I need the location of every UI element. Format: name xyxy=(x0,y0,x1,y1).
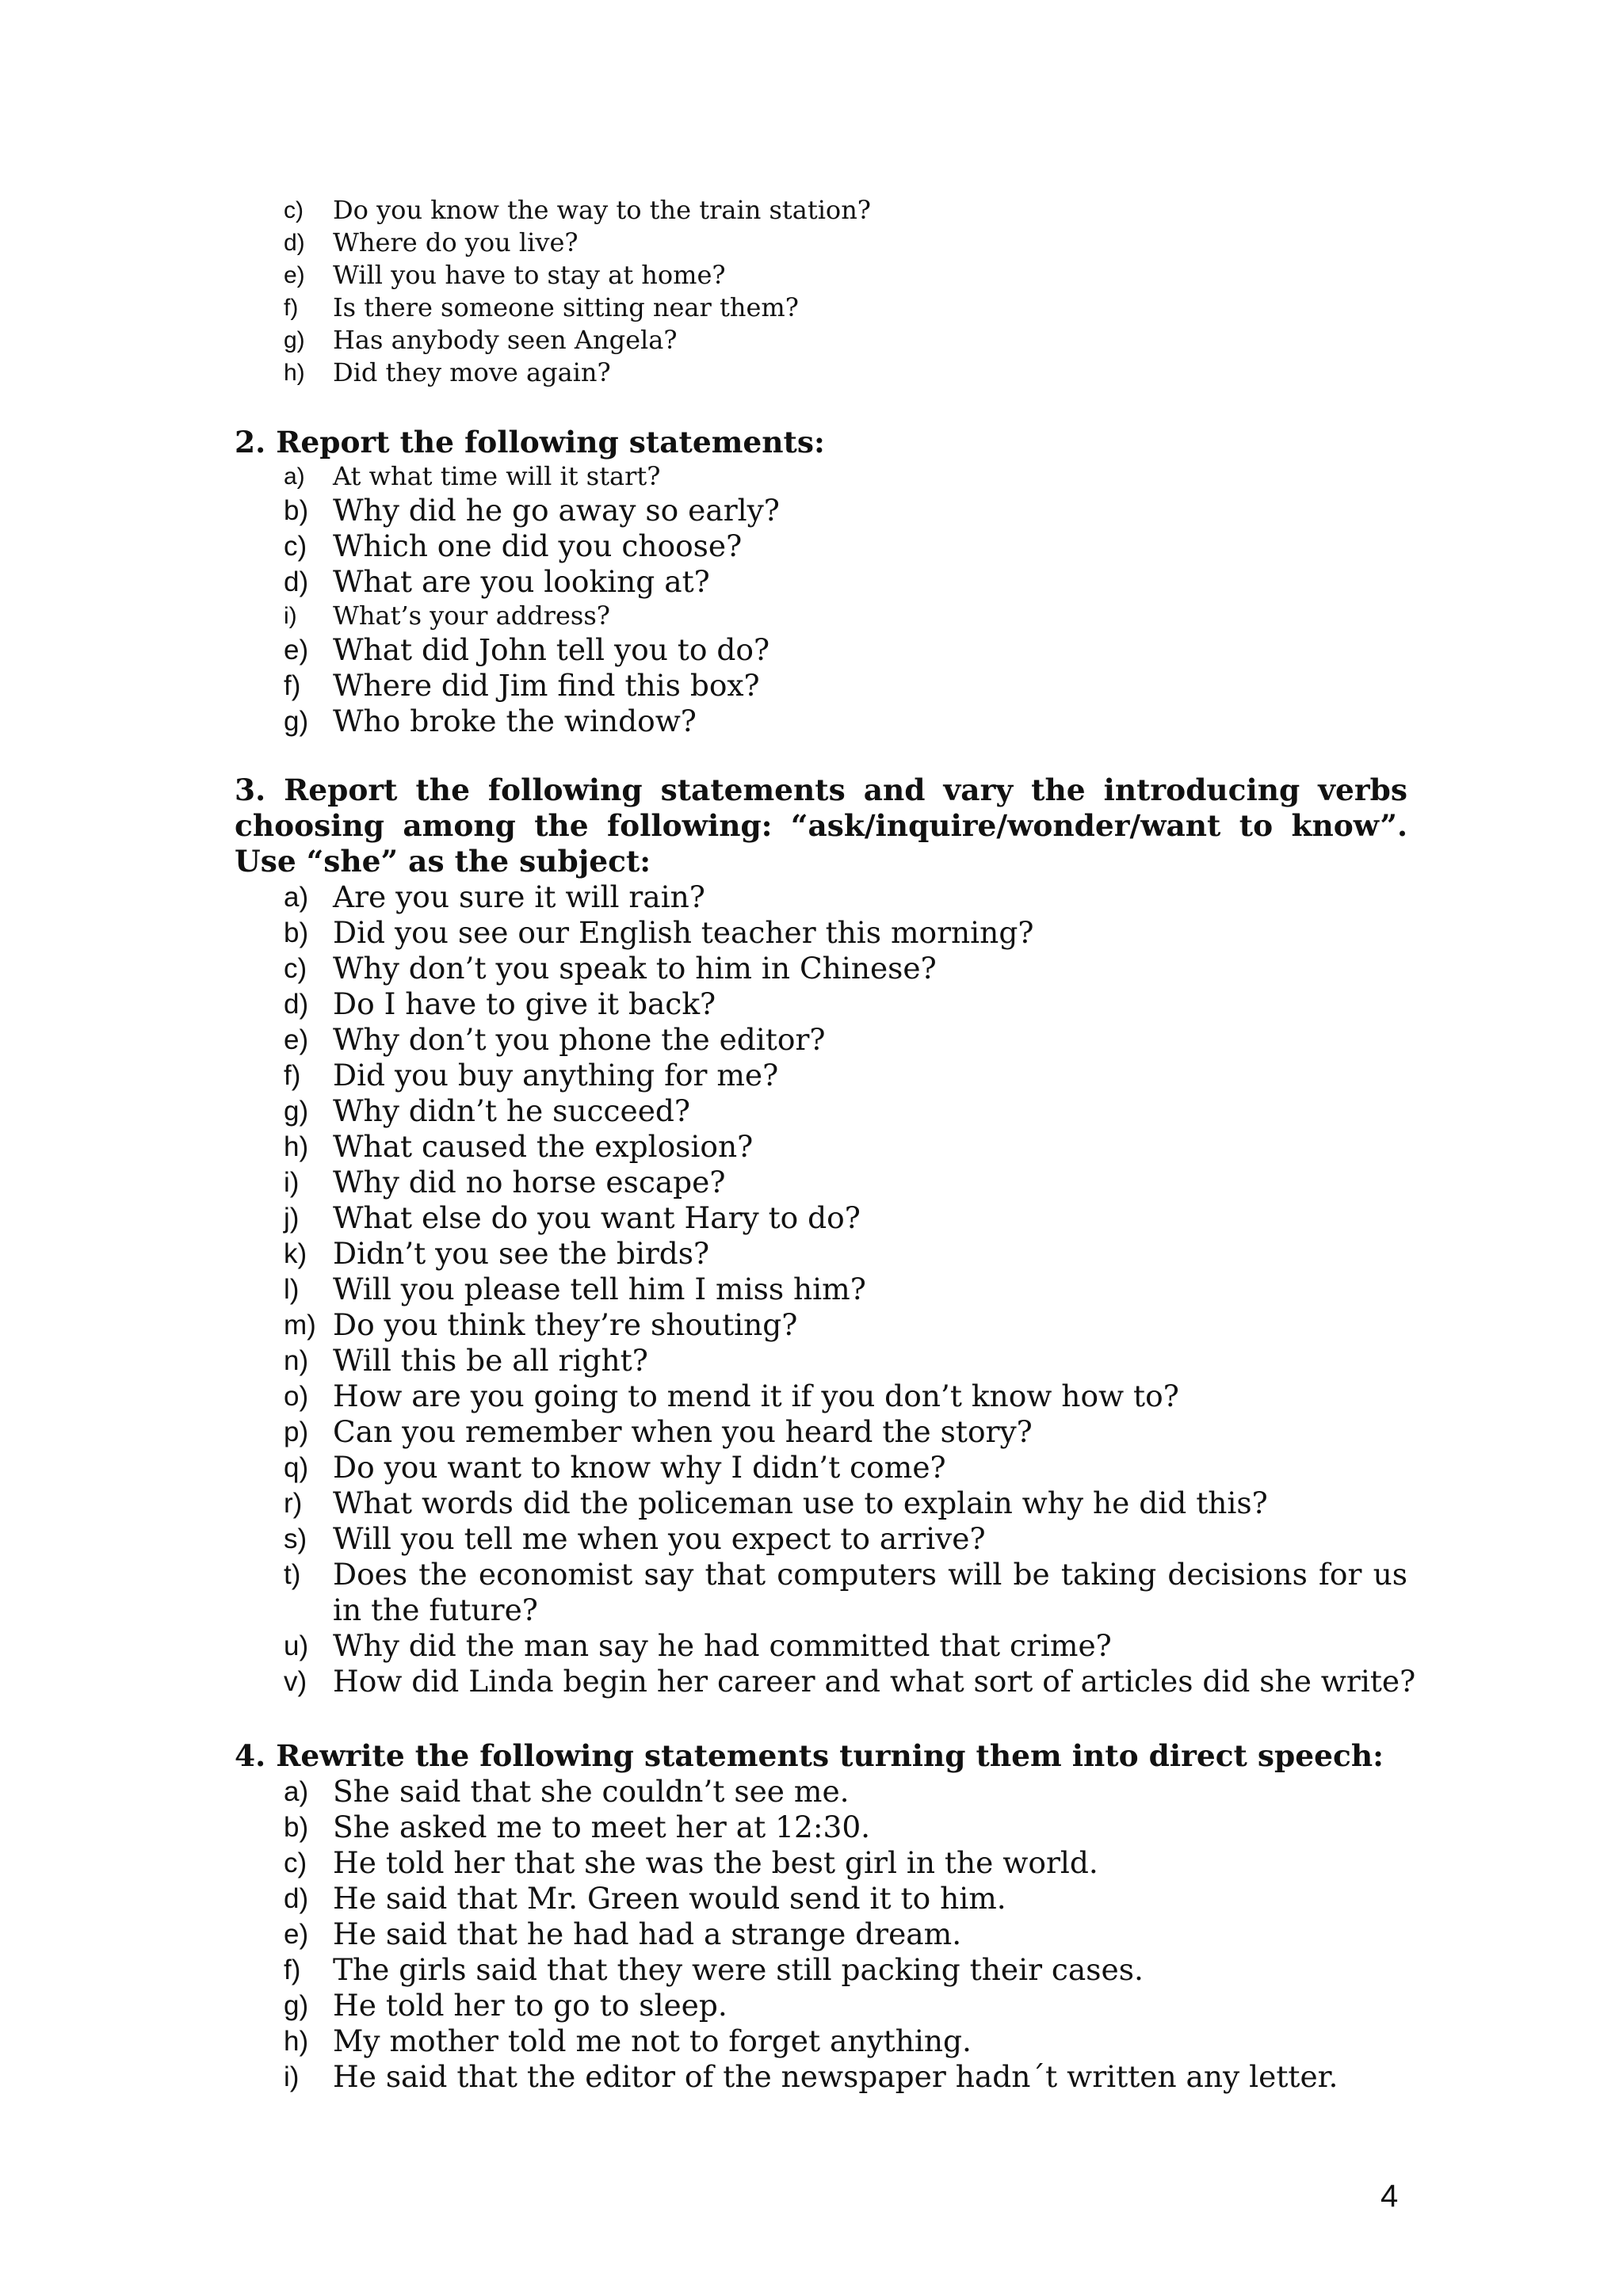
list-item xyxy=(235,1774,1407,1810)
item-letter: f) xyxy=(284,670,301,701)
list-item xyxy=(235,1557,1407,1628)
item-letter: e) xyxy=(284,1024,309,1055)
item-letter: f) xyxy=(284,1955,301,1985)
item-letter: g) xyxy=(284,706,309,737)
item-letter: a) xyxy=(284,1776,309,1807)
list-item xyxy=(235,1414,1407,1450)
list-item xyxy=(235,292,1407,324)
item-text: My mother told me not to forget anything. xyxy=(333,2023,972,2058)
item-letter: m) xyxy=(284,1310,316,1341)
item-letter: i) xyxy=(284,2061,300,2092)
section-3 xyxy=(235,772,1416,1699)
list-item xyxy=(235,528,1407,564)
list-item xyxy=(235,879,1407,915)
item-text: What did John tell you to do? xyxy=(333,632,770,667)
item-letter: r) xyxy=(284,1488,303,1519)
item-text: Do you know the way to the train station? xyxy=(333,195,871,225)
item-letter: d) xyxy=(284,230,305,256)
list-item xyxy=(235,986,1407,1022)
item-letter: h) xyxy=(284,360,305,386)
list-item xyxy=(235,460,1407,493)
list-item xyxy=(235,1200,1407,1236)
item-letter: e) xyxy=(284,262,305,288)
item-letter: v) xyxy=(284,1666,307,1697)
section-1-list xyxy=(235,194,1407,389)
list-item xyxy=(235,2023,1407,2059)
list-item xyxy=(235,1628,1407,1664)
item-letter: g) xyxy=(284,1096,309,1127)
list-item xyxy=(235,915,1407,951)
item-letter: t) xyxy=(284,1559,301,1590)
list-item xyxy=(235,1272,1407,1307)
item-letter: b) xyxy=(284,1812,309,1843)
list-item xyxy=(235,493,1407,528)
list-item xyxy=(235,1236,1407,1272)
item-text: Why did the man say he had committed that crime? xyxy=(333,1628,1112,1663)
list-item xyxy=(235,324,1407,357)
list-item xyxy=(235,1486,1407,1521)
item-letter: o) xyxy=(284,1381,309,1412)
item-text: Why did he go away so early? xyxy=(333,493,780,528)
list-item xyxy=(235,564,1407,600)
item-letter: h) xyxy=(284,2026,309,2057)
item-letter: g) xyxy=(284,1990,309,2021)
item-text: Did you buy anything for me? xyxy=(333,1058,779,1093)
item-text: Do I have to give it back? xyxy=(333,986,716,1021)
item-text: What else do you want Hary to do? xyxy=(333,1200,861,1235)
list-item xyxy=(235,704,1407,739)
item-text: Has anybody seen Angela? xyxy=(333,325,678,355)
item-letter: a) xyxy=(284,882,309,913)
item-letter: d) xyxy=(284,989,309,1020)
item-text: What’s your address? xyxy=(333,601,610,631)
item-text: Where do you live? xyxy=(333,227,579,257)
list-item xyxy=(235,1022,1407,1058)
list-item xyxy=(235,1988,1407,2023)
item-letter: k) xyxy=(284,1238,307,1269)
list-item xyxy=(235,1129,1407,1165)
item-text: Did you see our English teacher this morning? xyxy=(333,915,1034,950)
item-letter: b) xyxy=(284,917,309,948)
list-item xyxy=(235,632,1407,668)
list-item xyxy=(235,951,1407,986)
item-letter: f) xyxy=(284,295,299,321)
item-text: What are you looking at? xyxy=(333,564,710,599)
item-text: Didn’t you see the birds? xyxy=(333,1236,710,1271)
section-heading: 3. Report the following statements and vary the introducing verbs choosing among the following: “ask/inquire/wonder/want to know”. Use “she” as the subject: xyxy=(235,772,1407,879)
item-text: He said that Mr. Green would send it to him. xyxy=(333,1881,1006,1916)
section-4 xyxy=(235,1738,1407,2095)
section-heading: 4. Rewrite the following statements turning them into direct speech: xyxy=(235,1738,1384,1773)
item-letter: c) xyxy=(284,1848,307,1878)
list-item xyxy=(235,1058,1407,1093)
item-text: Why don’t you speak to him in Chinese? xyxy=(333,951,937,986)
item-text: What caused the explosion? xyxy=(333,1129,754,1164)
item-letter: g) xyxy=(284,327,305,353)
list-item xyxy=(235,227,1407,259)
item-letter: j) xyxy=(284,1203,300,1234)
list-item xyxy=(235,1521,1407,1557)
item-text: He told her that she was the best girl in the world. xyxy=(333,1845,1098,1880)
item-letter: c) xyxy=(284,197,304,223)
item-text: What words did the policeman use to explain why he did this? xyxy=(333,1486,1268,1520)
section-2 xyxy=(235,425,1407,739)
item-letter: s) xyxy=(284,1524,307,1554)
item-letter: l) xyxy=(284,1274,300,1305)
item-text: Will this be all right? xyxy=(333,1343,648,1378)
item-text: How are you going to mend it if you don’t know how to? xyxy=(333,1379,1179,1413)
item-text: Why didn’t he succeed? xyxy=(333,1093,691,1128)
item-text: The girls said that they were still packing their cases. xyxy=(333,1952,1144,1987)
item-text: Who broke the window? xyxy=(333,704,697,738)
item-text: Can you remember when you heard the story? xyxy=(333,1414,1033,1449)
item-text: She asked me to meet her at 12:30. xyxy=(333,1810,871,1844)
item-text: Where did Jim find this box? xyxy=(333,668,760,703)
item-letter: h) xyxy=(284,1131,309,1162)
item-text: Did they move again? xyxy=(333,357,611,387)
list-item xyxy=(235,1343,1407,1379)
list-item xyxy=(235,1917,1407,1952)
item-letter: i) xyxy=(284,1167,300,1198)
item-text: At what time will it start? xyxy=(333,461,661,491)
page-number: 4 xyxy=(1381,2179,1399,2214)
item-text: Is there someone sitting near them? xyxy=(333,292,799,322)
item-letter: c) xyxy=(284,953,307,984)
item-text: Which one did you choose? xyxy=(333,528,743,563)
section-heading: 2. Report the following statements: xyxy=(235,425,825,460)
item-text: Are you sure it will rain? xyxy=(333,879,705,914)
list-item xyxy=(235,1307,1407,1343)
list-item xyxy=(235,1810,1407,1845)
item-text: He said that the editor of the newspaper hadn´t written any letter. xyxy=(333,2059,1338,2094)
item-text: He said that he had had a strange dream. xyxy=(333,1917,962,1951)
item-text: Will you please tell him I miss him? xyxy=(333,1272,866,1306)
item-letter: e) xyxy=(284,635,309,666)
item-text: She said that she couldn’t see me. xyxy=(333,1774,850,1809)
list-item xyxy=(235,1664,1416,1699)
item-text: Does the economist say that computers will be taking decisions for us in the future? xyxy=(333,1557,1407,1627)
list-item xyxy=(235,1881,1407,1917)
item-letter: d) xyxy=(284,1883,309,1914)
item-text: Why don’t you phone the editor? xyxy=(333,1022,826,1057)
list-item xyxy=(235,259,1407,292)
list-item xyxy=(235,1165,1407,1200)
item-letter: p) xyxy=(284,1417,309,1447)
item-text: Will you tell me when you expect to arrive? xyxy=(333,1521,986,1556)
item-text: He told her to go to sleep. xyxy=(333,1988,727,2023)
list-item xyxy=(235,600,1407,632)
item-text: Do you want to know why I didn’t come? xyxy=(333,1450,946,1485)
item-letter: c) xyxy=(284,531,307,562)
item-letter: d) xyxy=(284,566,309,597)
item-text: Will you have to stay at home? xyxy=(333,260,726,290)
item-letter: n) xyxy=(284,1345,309,1376)
item-letter: a) xyxy=(284,463,305,490)
item-letter: b) xyxy=(284,495,309,526)
list-item xyxy=(235,1845,1407,1881)
item-letter: q) xyxy=(284,1452,309,1483)
list-item xyxy=(235,1450,1407,1486)
list-item xyxy=(235,1093,1407,1129)
list-item xyxy=(235,1952,1407,1988)
item-letter: u) xyxy=(284,1630,309,1661)
list-item xyxy=(235,668,1407,704)
item-text: How did Linda begin her career and what sort of articles did she write? xyxy=(333,1664,1416,1699)
list-item xyxy=(235,2059,1407,2095)
list-item xyxy=(235,357,1407,389)
item-text: Do you think they’re shouting? xyxy=(333,1307,798,1342)
list-item xyxy=(235,194,1407,227)
item-letter: f) xyxy=(284,1060,301,1091)
item-text: Why did no horse escape? xyxy=(333,1165,726,1199)
item-letter: e) xyxy=(284,1919,309,1950)
list-item xyxy=(235,1379,1407,1414)
item-letter: i) xyxy=(284,603,297,629)
